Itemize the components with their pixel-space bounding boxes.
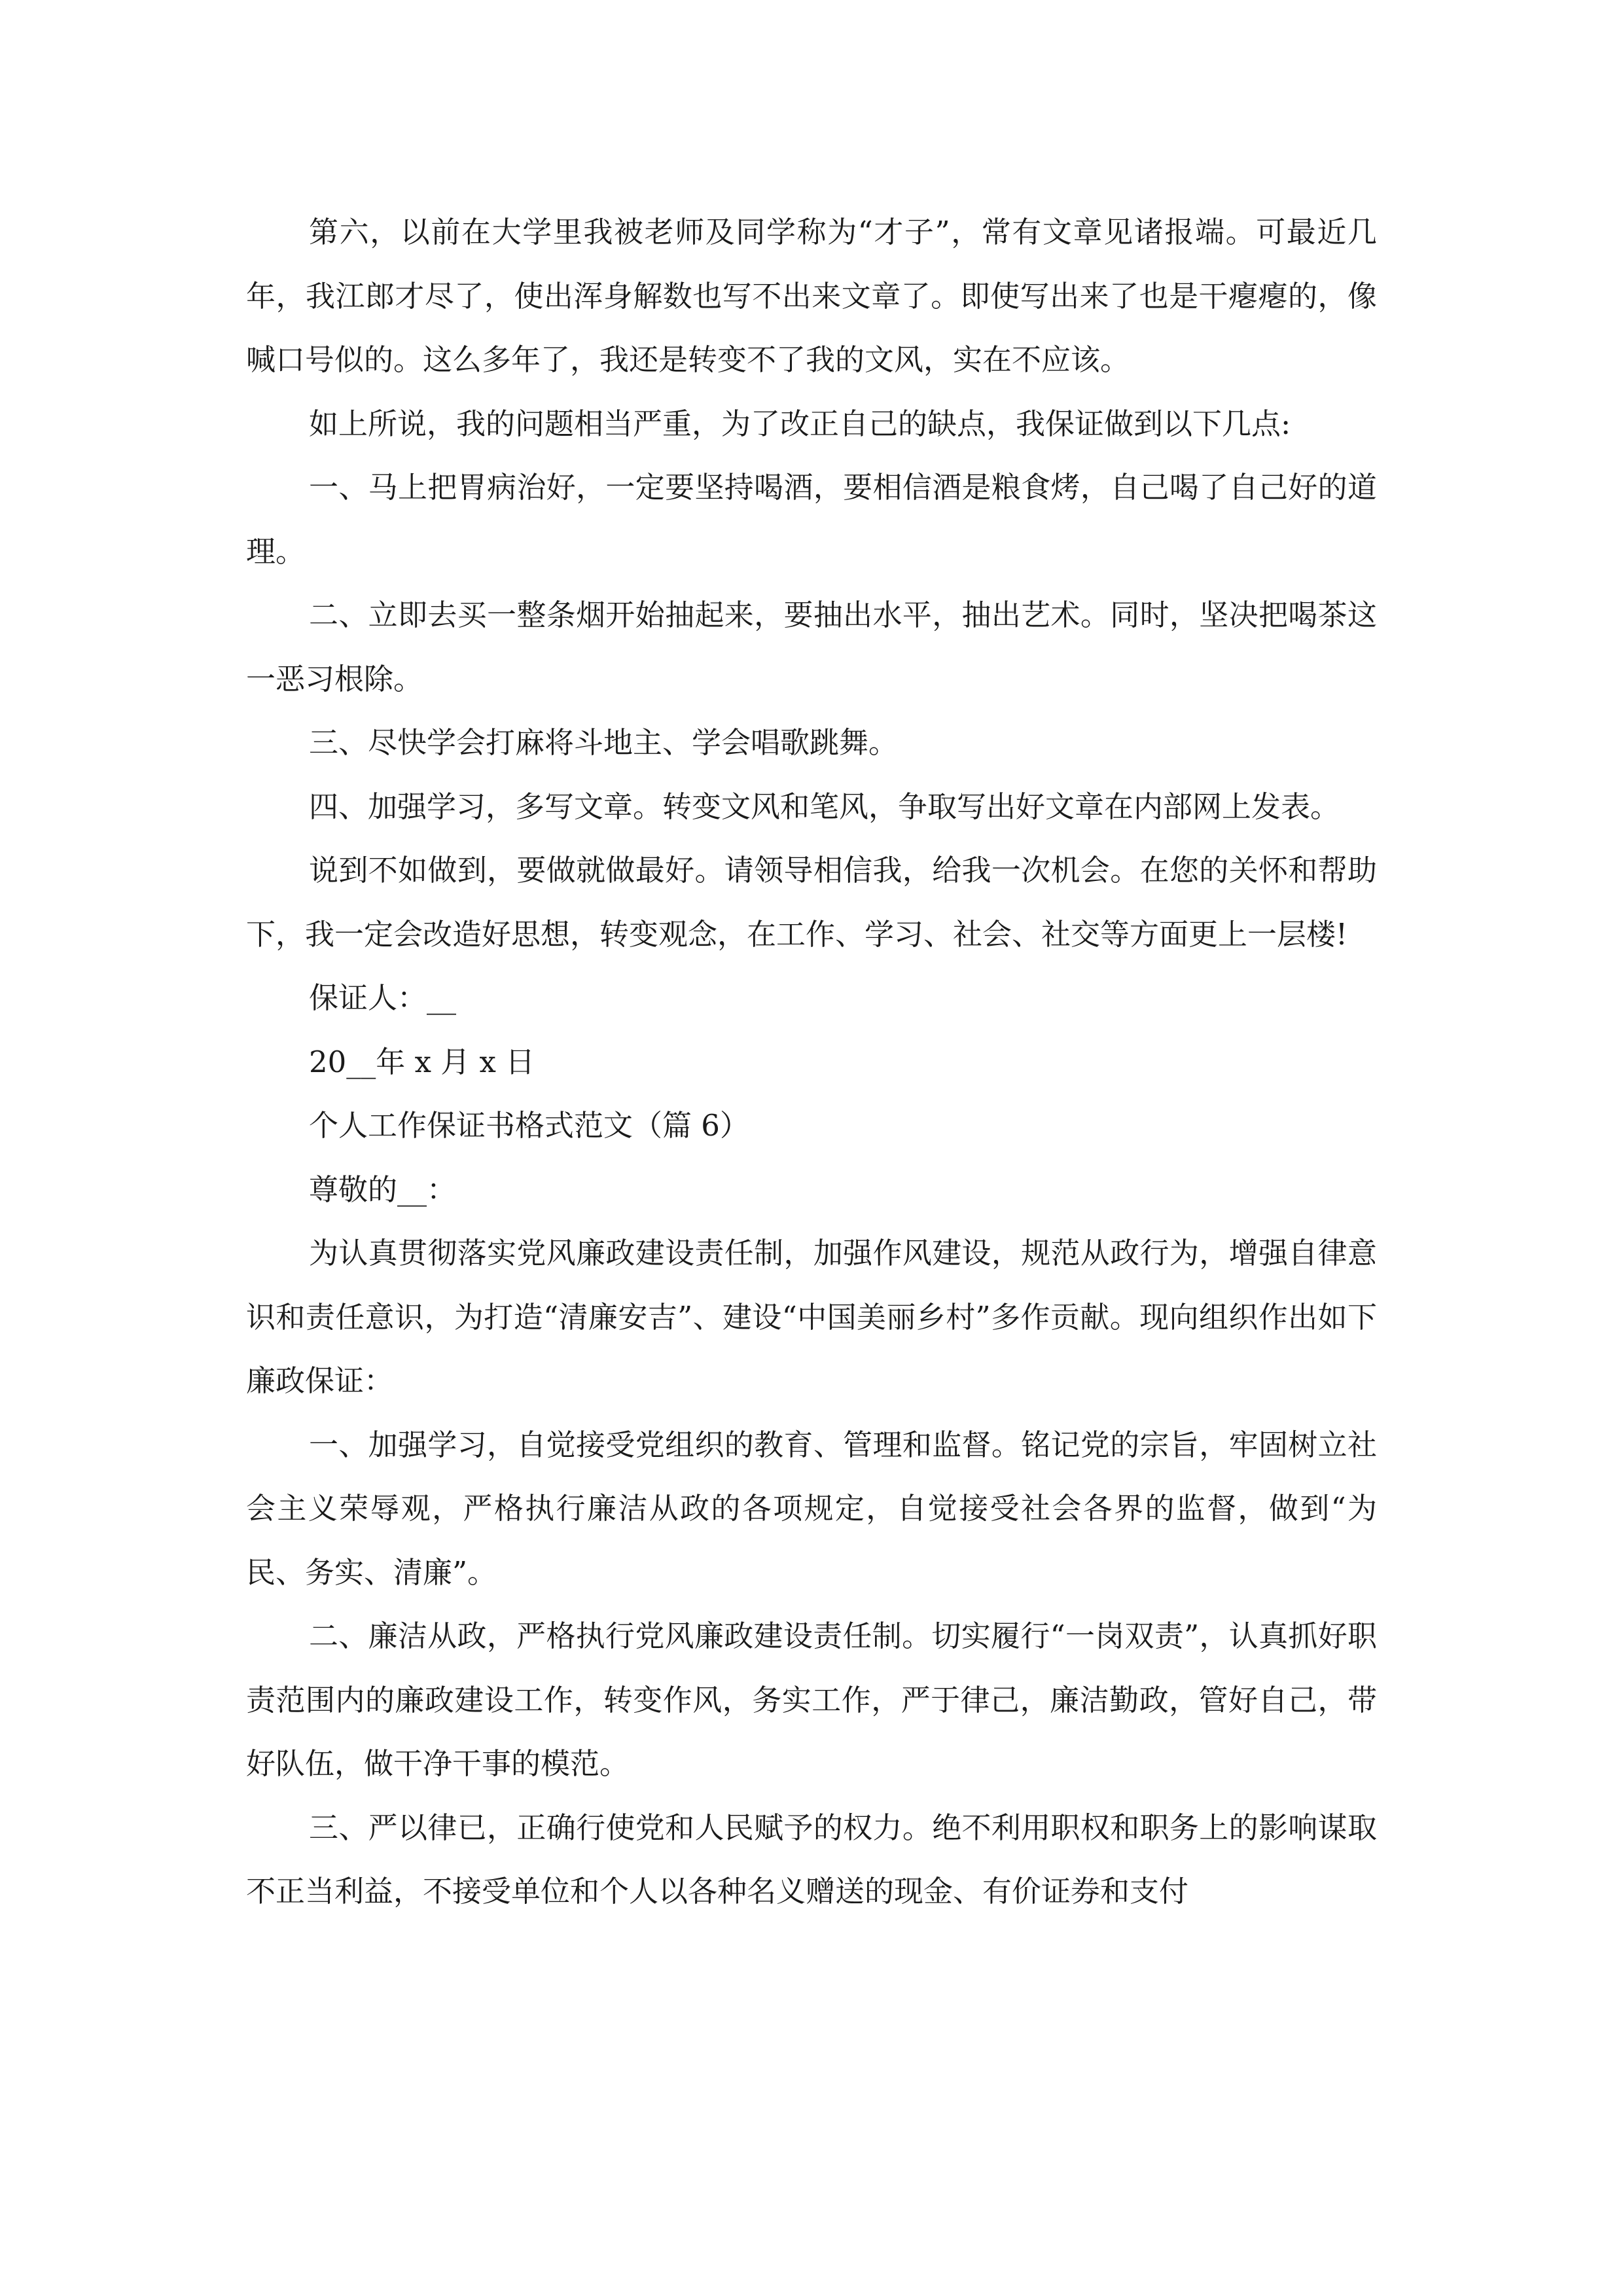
paragraph: 如上所说，我的问题相当严重，为了改正自己的缺点，我保证做到以下几点:	[309, 406, 1291, 441]
paragraph: 第六，以前在大学里我被老师及同学称为“才子”，常有文章见诸报端。可最近几年，我江郎才尽了，使出浑身解数也写不出来文章了。即使写出来了也是干瘪瘪的，像喊口号似的。这么多年了，我还是转变不了我的文风，实在不应该。	[246, 215, 1377, 377]
paragraph: 一、马上把胃病治好，一定要坚持喝酒，要相信酒是粮食烤，自己喝了自己好的道理。	[246, 470, 1377, 569]
paragraph: 二、立即去买一整条烟开始抽起来，要抽出水平，抽出艺术。同时，坚决把喝茶这一恶习根除。	[246, 598, 1377, 696]
paragraph: 一、加强学习，自觉接受党组织的教育、管理和监督。铭记党的宗旨，牢固树立社会主义荣辱观，严格执行廉洁从政的各项规定，自觉接受社会各界的监督，做到“为民、务实、清廉”。	[246, 1427, 1377, 1590]
signature-line: 保证人：__	[309, 980, 457, 1015]
document-body	[246, 200, 1377, 1924]
paragraph: 三、严以律已，正确行使党和人民赋予的权力。绝不利用职权和职务上的影响谋取不正当利益，不接受单位和个人以各种名义赠送的现金、有价证券和支付	[246, 1810, 1377, 1909]
paragraph: 二、廉洁从政，严格执行党风廉政建设责任制。切实履行“一岗双责”，认真抓好职责范围内的廉政建设工作，转变作风，务实工作，严于律己，廉洁勤政，管好自己，带好队伍，做干净干事的模范。	[246, 1619, 1377, 1781]
date-line: 20__年 x 月 x 日	[309, 1044, 535, 1079]
paragraph: 为认真贯彻落实党风廉政建设责任制，加强作风建设，规范从政行为，增强自律意识和责任意识，为打造“清廉安吉”、建设“中国美丽乡村”多作贡献。现向组织作出如下廉政保证：	[246, 1236, 1377, 1398]
section-title: 个人工作保证书格式范文（篇 6）	[309, 1108, 749, 1143]
paragraph: 说到不如做到，要做就做最好。请领导相信我，给我一次机会。在您的关怀和帮助下，我一定会改造好思想，转变观念，在工作、学习、社会、社交等方面更上一层楼!	[246, 853, 1377, 952]
paragraph: 三、尽快学会打麻将斗地主、学会唱歌跳舞。	[309, 725, 899, 760]
paragraph: 四、加强学习，多写文章。转变文风和笔风，争取写出好文章在内部网上发表。	[309, 789, 1340, 824]
salutation: 尊敬的__：	[309, 1172, 457, 1207]
